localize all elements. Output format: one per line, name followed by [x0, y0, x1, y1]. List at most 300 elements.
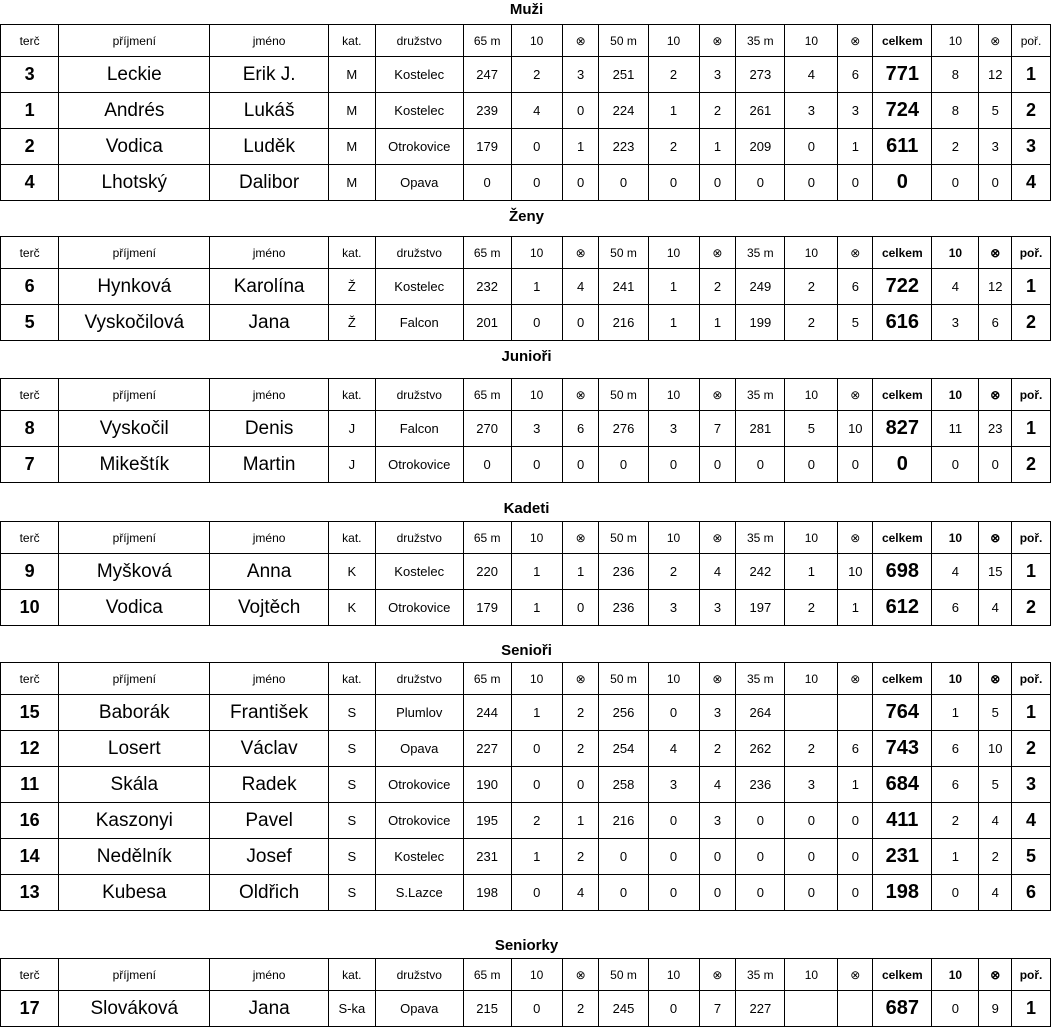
header-row	[1, 237, 1051, 269]
header-terc: terč	[1, 237, 59, 269]
cell-35m: 262	[736, 731, 785, 767]
cell-65m: 227	[463, 731, 511, 767]
table-row	[1, 731, 1051, 767]
cell-65m-10: 0	[511, 447, 562, 483]
header-50m: 50 m	[599, 522, 648, 554]
cell-terc: 10	[1, 590, 59, 626]
cell-prijmeni: Leckie	[59, 57, 210, 93]
cell-total-x: 10	[979, 731, 1012, 767]
header-celkem: celkem	[873, 379, 932, 411]
cell-35m-x: 0	[838, 165, 873, 201]
cell-prijmeni: Hynková	[59, 269, 210, 305]
cell-35m-x: 0	[838, 803, 873, 839]
cell-50m-10: 0	[648, 695, 699, 731]
cell-terc: 7	[1, 447, 59, 483]
cell-50m-x: 3	[699, 590, 736, 626]
cell-total-x: 9	[979, 991, 1012, 1027]
cell-65m-10: 0	[511, 767, 562, 803]
cell-35m-x: 1	[838, 767, 873, 803]
header-kat: kat.	[328, 959, 375, 991]
cell-65m: 270	[463, 411, 511, 447]
header-50m-10: 10	[648, 959, 699, 991]
header-50m: 50 m	[599, 959, 648, 991]
cell-35m-10: 2	[785, 731, 838, 767]
cell-50m-10: 0	[648, 165, 699, 201]
cell-terc: 17	[1, 991, 59, 1027]
header-celkem: celkem	[873, 663, 932, 695]
cell-50m-10: 0	[648, 875, 699, 911]
results-table	[0, 236, 1051, 341]
header-row	[1, 25, 1051, 57]
header-65m-x: ⊗	[562, 237, 599, 269]
cell-terc: 16	[1, 803, 59, 839]
cell-35m-10: 0	[785, 839, 838, 875]
cell-65m-10: 0	[511, 875, 562, 911]
cell-50m-10: 3	[648, 590, 699, 626]
cell-65m-10: 4	[511, 93, 562, 129]
cell-prijmeni: Andrés	[59, 93, 210, 129]
results-table	[0, 521, 1051, 626]
header-35m-x: ⊗	[838, 25, 873, 57]
cell-65m-x: 0	[562, 590, 599, 626]
cell-65m: 179	[463, 129, 511, 165]
section-title: Muži	[509, 1, 544, 18]
cell-35m-x: 0	[838, 447, 873, 483]
cell-total-10: 8	[932, 57, 979, 93]
cell-celkem: 411	[873, 803, 932, 839]
cell-50m-10: 0	[648, 991, 699, 1027]
cell-50m-10: 0	[648, 803, 699, 839]
header-jmeno: jméno	[210, 379, 328, 411]
cell-kat: Ž	[328, 305, 375, 341]
cell-35m: 0	[736, 447, 785, 483]
cell-druzstvo: Opava	[375, 165, 463, 201]
cell-terc: 1	[1, 93, 59, 129]
cell-prijmeni: Skála	[59, 767, 210, 803]
table-row	[1, 554, 1051, 590]
cell-65m-x: 2	[562, 991, 599, 1027]
cell-total-x: 3	[979, 129, 1012, 165]
cell-jmeno: Anna	[210, 554, 328, 590]
header-65m: 65 m	[463, 379, 511, 411]
cell-35m: 227	[736, 991, 785, 1027]
cell-poradi: 5	[1012, 839, 1051, 875]
table-row	[1, 803, 1051, 839]
cell-prijmeni: Vodica	[59, 129, 210, 165]
cell-poradi: 6	[1012, 875, 1051, 911]
header-total-x: ⊗	[979, 959, 1012, 991]
cell-total-10: 8	[932, 93, 979, 129]
cell-druzstvo: Otrokovice	[375, 590, 463, 626]
cell-celkem: 0	[873, 447, 932, 483]
cell-65m-10: 0	[511, 165, 562, 201]
cell-terc: 14	[1, 839, 59, 875]
header-celkem: celkem	[873, 237, 932, 269]
header-prijmeni: příjmení	[59, 959, 210, 991]
cell-50m-x: 2	[699, 269, 736, 305]
cell-total-x: 6	[979, 305, 1012, 341]
cell-kat: S	[328, 767, 375, 803]
header-65m: 65 m	[463, 959, 511, 991]
cell-druzstvo: Kostelec	[375, 839, 463, 875]
table-row	[1, 767, 1051, 803]
cell-50m: 256	[599, 695, 648, 731]
cell-65m: 179	[463, 590, 511, 626]
header-50m: 50 m	[599, 663, 648, 695]
cell-35m: 249	[736, 269, 785, 305]
cell-50m: 224	[599, 93, 648, 129]
cell-druzstvo: Otrokovice	[375, 129, 463, 165]
cell-celkem: 764	[873, 695, 932, 731]
cell-35m-x: 1	[838, 590, 873, 626]
header-50m: 50 m	[599, 237, 648, 269]
cell-kat: J	[328, 411, 375, 447]
cell-50m-x: 3	[699, 803, 736, 839]
header-total-x: ⊗	[979, 522, 1012, 554]
cell-jmeno: František	[210, 695, 328, 731]
cell-35m-x: 6	[838, 57, 873, 93]
cell-druzstvo: Opava	[375, 731, 463, 767]
cell-65m: 220	[463, 554, 511, 590]
cell-50m: 0	[599, 447, 648, 483]
cell-50m-x: 0	[699, 447, 736, 483]
header-50m-10: 10	[648, 25, 699, 57]
cell-65m: 0	[463, 165, 511, 201]
cell-50m: 236	[599, 554, 648, 590]
header-terc: terč	[1, 379, 59, 411]
cell-jmeno: Jana	[210, 305, 328, 341]
cell-total-10: 1	[932, 839, 979, 875]
cell-total-10: 1	[932, 695, 979, 731]
cell-50m-10: 4	[648, 731, 699, 767]
section-title: Seniorky	[494, 937, 559, 954]
cell-65m-10: 0	[511, 129, 562, 165]
header-35m-10: 10	[785, 663, 838, 695]
cell-65m: 239	[463, 93, 511, 129]
cell-35m-x	[838, 991, 873, 1027]
cell-35m-x: 6	[838, 731, 873, 767]
cell-prijmeni: Lhotský	[59, 165, 210, 201]
cell-35m: 0	[736, 803, 785, 839]
cell-druzstvo: Falcon	[375, 411, 463, 447]
cell-35m: 242	[736, 554, 785, 590]
cell-celkem: 612	[873, 590, 932, 626]
header-50m-10: 10	[648, 237, 699, 269]
cell-50m: 236	[599, 590, 648, 626]
cell-50m-x: 1	[699, 129, 736, 165]
cell-50m: 251	[599, 57, 648, 93]
cell-total-x: 4	[979, 803, 1012, 839]
cell-prijmeni: Vyskočil	[59, 411, 210, 447]
cell-35m-x: 3	[838, 93, 873, 129]
header-total-10: 10	[932, 959, 979, 991]
cell-50m: 241	[599, 269, 648, 305]
table-row	[1, 57, 1051, 93]
header-celkem: celkem	[873, 959, 932, 991]
cell-prijmeni: Myšková	[59, 554, 210, 590]
header-total-10: 10	[932, 663, 979, 695]
cell-65m: 215	[463, 991, 511, 1027]
cell-50m: 254	[599, 731, 648, 767]
cell-druzstvo: Kostelec	[375, 57, 463, 93]
header-poradi: poř.	[1012, 25, 1051, 57]
cell-total-x: 2	[979, 839, 1012, 875]
cell-50m: 276	[599, 411, 648, 447]
cell-celkem: 684	[873, 767, 932, 803]
cell-65m: 201	[463, 305, 511, 341]
header-jmeno: jméno	[210, 663, 328, 695]
cell-kat: S	[328, 839, 375, 875]
cell-jmeno: Luděk	[210, 129, 328, 165]
cell-jmeno: Radek	[210, 767, 328, 803]
table-row	[1, 839, 1051, 875]
cell-terc: 15	[1, 695, 59, 731]
cell-prijmeni: Kubesa	[59, 875, 210, 911]
cell-total-x: 5	[979, 93, 1012, 129]
cell-50m-x: 7	[699, 411, 736, 447]
cell-65m-10: 3	[511, 411, 562, 447]
cell-jmeno: Martin	[210, 447, 328, 483]
header-35m: 35 m	[736, 959, 785, 991]
header-kat: kat.	[328, 237, 375, 269]
cell-total-x: 12	[979, 269, 1012, 305]
header-kat: kat.	[328, 379, 375, 411]
cell-50m-10: 2	[648, 57, 699, 93]
cell-druzstvo: Otrokovice	[375, 767, 463, 803]
table-row	[1, 991, 1051, 1027]
cell-prijmeni: Vodica	[59, 590, 210, 626]
cell-total-x: 12	[979, 57, 1012, 93]
cell-druzstvo: Kostelec	[375, 269, 463, 305]
cell-poradi: 4	[1012, 803, 1051, 839]
cell-total-10: 6	[932, 731, 979, 767]
cell-terc: 11	[1, 767, 59, 803]
header-total-x: ⊗	[979, 237, 1012, 269]
cell-35m-x: 10	[838, 554, 873, 590]
cell-65m-10: 2	[511, 57, 562, 93]
table-row	[1, 695, 1051, 731]
header-total-10: 10	[932, 25, 979, 57]
cell-65m-x: 0	[562, 93, 599, 129]
cell-65m: 190	[463, 767, 511, 803]
cell-50m-x: 3	[699, 57, 736, 93]
header-druzstvo: družstvo	[375, 522, 463, 554]
cell-65m-x: 1	[562, 554, 599, 590]
cell-total-x: 0	[979, 165, 1012, 201]
cell-35m-x: 1	[838, 129, 873, 165]
cell-35m: 209	[736, 129, 785, 165]
header-65m-x: ⊗	[562, 959, 599, 991]
header-50m: 50 m	[599, 379, 648, 411]
cell-35m: 0	[736, 839, 785, 875]
table-row	[1, 305, 1051, 341]
cell-50m-10: 2	[648, 129, 699, 165]
cell-total-10: 6	[932, 590, 979, 626]
cell-kat: K	[328, 554, 375, 590]
cell-prijmeni: Vyskočilová	[59, 305, 210, 341]
cell-jmeno: Vojtěch	[210, 590, 328, 626]
cell-65m-x: 1	[562, 803, 599, 839]
cell-jmeno: Václav	[210, 731, 328, 767]
cell-druzstvo: S.Lazce	[375, 875, 463, 911]
header-50m-x: ⊗	[699, 522, 736, 554]
cell-65m-x: 2	[562, 839, 599, 875]
header-65m-x: ⊗	[562, 522, 599, 554]
cell-terc: 2	[1, 129, 59, 165]
cell-50m: 0	[599, 165, 648, 201]
cell-terc: 3	[1, 57, 59, 93]
header-poradi: poř.	[1012, 663, 1051, 695]
cell-35m-x	[838, 695, 873, 731]
cell-celkem: 827	[873, 411, 932, 447]
cell-terc: 9	[1, 554, 59, 590]
cell-jmeno: Pavel	[210, 803, 328, 839]
cell-total-x: 0	[979, 447, 1012, 483]
cell-50m-x: 2	[699, 731, 736, 767]
cell-35m-10: 3	[785, 93, 838, 129]
cell-poradi: 1	[1012, 411, 1051, 447]
header-row	[1, 663, 1051, 695]
cell-50m-10: 2	[648, 554, 699, 590]
results-table	[0, 378, 1051, 483]
cell-total-10: 3	[932, 305, 979, 341]
cell-kat: S	[328, 803, 375, 839]
header-65m-10: 10	[511, 237, 562, 269]
cell-50m-10: 3	[648, 411, 699, 447]
cell-jmeno: Denis	[210, 411, 328, 447]
header-65m-10: 10	[511, 25, 562, 57]
cell-terc: 13	[1, 875, 59, 911]
cell-kat: J	[328, 447, 375, 483]
table-row	[1, 447, 1051, 483]
cell-35m: 264	[736, 695, 785, 731]
header-row	[1, 379, 1051, 411]
cell-35m-10	[785, 991, 838, 1027]
header-50m-x: ⊗	[699, 25, 736, 57]
cell-65m: 247	[463, 57, 511, 93]
cell-35m-10	[785, 695, 838, 731]
cell-50m-10: 1	[648, 93, 699, 129]
cell-50m-10: 0	[648, 839, 699, 875]
cell-poradi: 1	[1012, 57, 1051, 93]
header-terc: terč	[1, 25, 59, 57]
results-table	[0, 24, 1051, 201]
header-terc: terč	[1, 663, 59, 695]
header-jmeno: jméno	[210, 959, 328, 991]
cell-65m-x: 0	[562, 447, 599, 483]
header-total-x: ⊗	[979, 379, 1012, 411]
cell-65m-x: 6	[562, 411, 599, 447]
cell-terc: 6	[1, 269, 59, 305]
header-35m: 35 m	[736, 522, 785, 554]
header-kat: kat.	[328, 522, 375, 554]
cell-50m-x: 4	[699, 767, 736, 803]
table-row	[1, 411, 1051, 447]
header-50m-x: ⊗	[699, 663, 736, 695]
header-65m-10: 10	[511, 663, 562, 695]
cell-celkem: 743	[873, 731, 932, 767]
header-35m: 35 m	[736, 379, 785, 411]
cell-terc: 5	[1, 305, 59, 341]
cell-65m: 198	[463, 875, 511, 911]
cell-prijmeni: Mikeštík	[59, 447, 210, 483]
cell-total-10: 11	[932, 411, 979, 447]
header-poradi: poř.	[1012, 379, 1051, 411]
header-35m-10: 10	[785, 959, 838, 991]
cell-50m: 223	[599, 129, 648, 165]
cell-kat: K	[328, 590, 375, 626]
cell-poradi: 1	[1012, 269, 1051, 305]
header-druzstvo: družstvo	[375, 379, 463, 411]
cell-total-10: 6	[932, 767, 979, 803]
cell-total-x: 5	[979, 695, 1012, 731]
cell-jmeno: Erik J.	[210, 57, 328, 93]
cell-65m: 195	[463, 803, 511, 839]
cell-kat: S	[328, 875, 375, 911]
cell-total-10: 4	[932, 269, 979, 305]
cell-65m-10: 1	[511, 590, 562, 626]
header-druzstvo: družstvo	[375, 25, 463, 57]
cell-65m: 244	[463, 695, 511, 731]
header-50m-10: 10	[648, 522, 699, 554]
header-poradi: poř.	[1012, 959, 1051, 991]
cell-jmeno: Jana	[210, 991, 328, 1027]
section-title: Senioři	[501, 642, 552, 659]
cell-celkem: 698	[873, 554, 932, 590]
section-title: Junioři	[501, 348, 552, 365]
cell-kat: M	[328, 165, 375, 201]
header-row	[1, 522, 1051, 554]
cell-kat: S	[328, 695, 375, 731]
cell-druzstvo: Plumlov	[375, 695, 463, 731]
header-65m-10: 10	[511, 379, 562, 411]
cell-poradi: 2	[1012, 93, 1051, 129]
header-prijmeni: příjmení	[59, 663, 210, 695]
cell-total-x: 4	[979, 590, 1012, 626]
table-row	[1, 590, 1051, 626]
cell-65m-x: 3	[562, 57, 599, 93]
cell-65m-x: 0	[562, 767, 599, 803]
cell-kat: Ž	[328, 269, 375, 305]
cell-50m-x: 4	[699, 554, 736, 590]
cell-50m-10: 0	[648, 447, 699, 483]
cell-prijmeni: Losert	[59, 731, 210, 767]
cell-50m-10: 1	[648, 305, 699, 341]
cell-50m: 258	[599, 767, 648, 803]
results-table	[0, 662, 1051, 911]
cell-total-10: 0	[932, 165, 979, 201]
cell-kat: M	[328, 129, 375, 165]
cell-celkem: 687	[873, 991, 932, 1027]
header-druzstvo: družstvo	[375, 959, 463, 991]
cell-druzstvo: Opava	[375, 991, 463, 1027]
cell-65m: 232	[463, 269, 511, 305]
header-65m-x: ⊗	[562, 663, 599, 695]
header-prijmeni: příjmení	[59, 522, 210, 554]
cell-poradi: 2	[1012, 590, 1051, 626]
cell-50m: 216	[599, 305, 648, 341]
header-65m: 65 m	[463, 663, 511, 695]
cell-druzstvo: Falcon	[375, 305, 463, 341]
cell-50m-10: 1	[648, 269, 699, 305]
header-druzstvo: družstvo	[375, 663, 463, 695]
cell-35m-10: 0	[785, 165, 838, 201]
cell-35m-x: 6	[838, 269, 873, 305]
header-35m-10: 10	[785, 25, 838, 57]
cell-total-10: 4	[932, 554, 979, 590]
cell-50m-x: 3	[699, 695, 736, 731]
cell-total-10: 0	[932, 447, 979, 483]
